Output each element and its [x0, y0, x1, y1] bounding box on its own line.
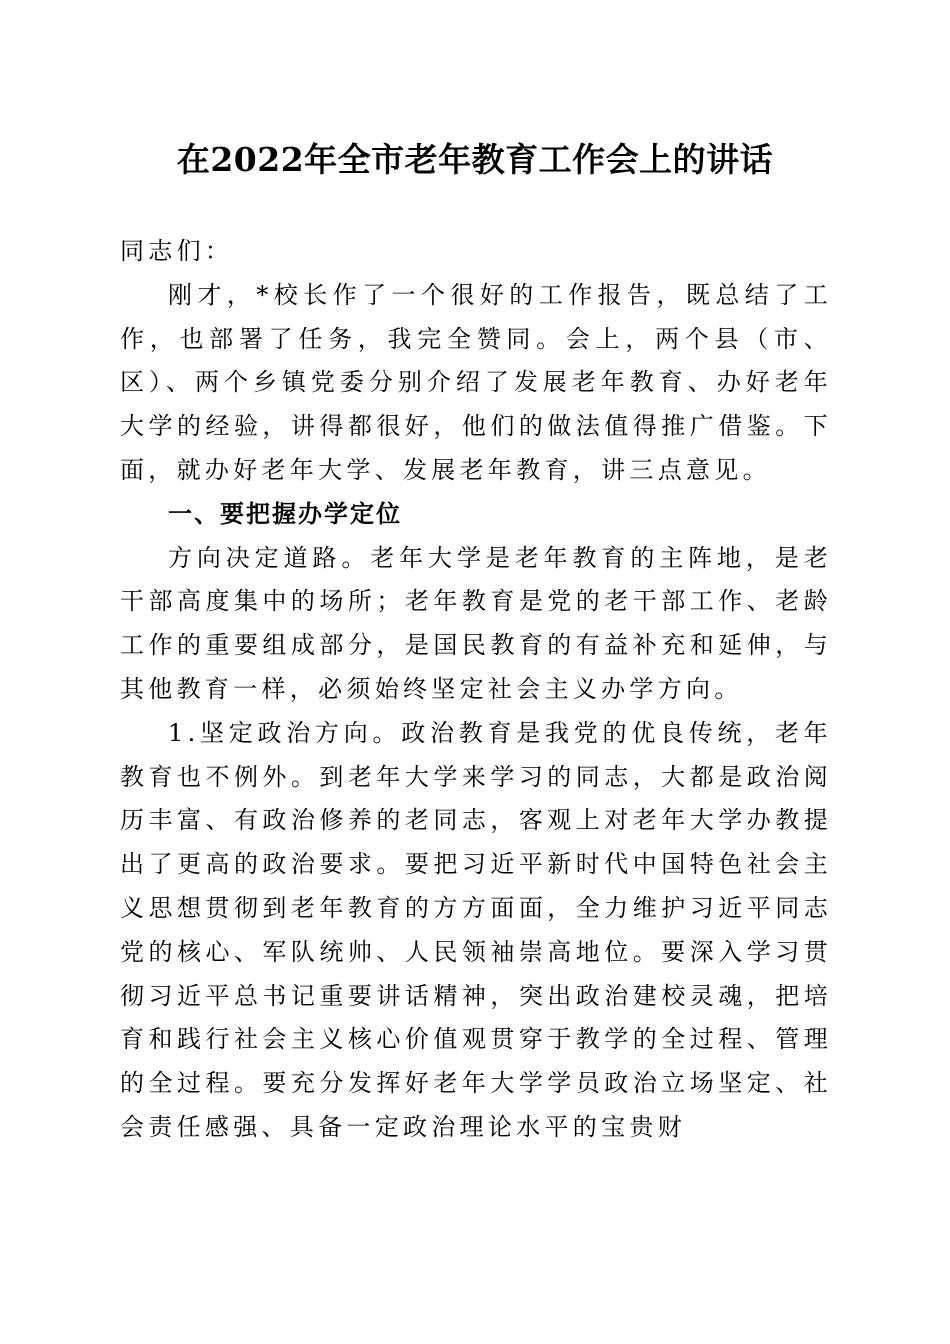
- section-heading: 一、要把握办学定位: [168, 499, 402, 528]
- document-body: [120, 230, 832, 1150]
- intro-paragraph: 刚才，*校长作了一个很好的工作报告，既总结了工作，也部署了任务，我完全赞同。会上，两个县（市、区）、两个乡镇党委分别介绍了发展老年教育、办好老年大学的经验，讲得都很好，他们的做法值得推广借鉴。下面，就办好老年大学、发展老年教育，讲三点意见。: [120, 280, 832, 484]
- section-paragraph: 方向决定道路。老年大学是老年教育的主阵地，是老干部高度集中的场所；老年教育是党的老干部工作、老龄工作的重要组成部分，是国民教育的有益补充和延伸，与其他教育一样，必须始终坚定社会主义办学方向。: [120, 543, 832, 703]
- section-paragraph: 1.坚定政治方向。政治教育是我党的优良传统，老年教育也不例外。到老年大学来学习的同志，大都是政治阅历丰富、有政治修养的老同志，客观上对老年大学办教提出了更高的政治要求。要把习近平新时代中国特色社会主义思想贯彻到老年教育的方方面面，全力维护习近平同志党的核心、军队统帅、人民领袖崇高地位。要深入学习贯彻习近平总书记重要讲话精神，突出政治建校灵魂，把培育和践行社会主义核心价值观贯穿于教学的全过程、管理的全过程。要充分发挥好老年大学学员政治立场坚定、社会责任感强、具备一定政治理论水平的宝贵财: [120, 718, 832, 1141]
- salutation: 同志们：: [120, 237, 234, 265]
- document-title: 在2022年全市老年教育工作会上的讲话: [176, 140, 774, 179]
